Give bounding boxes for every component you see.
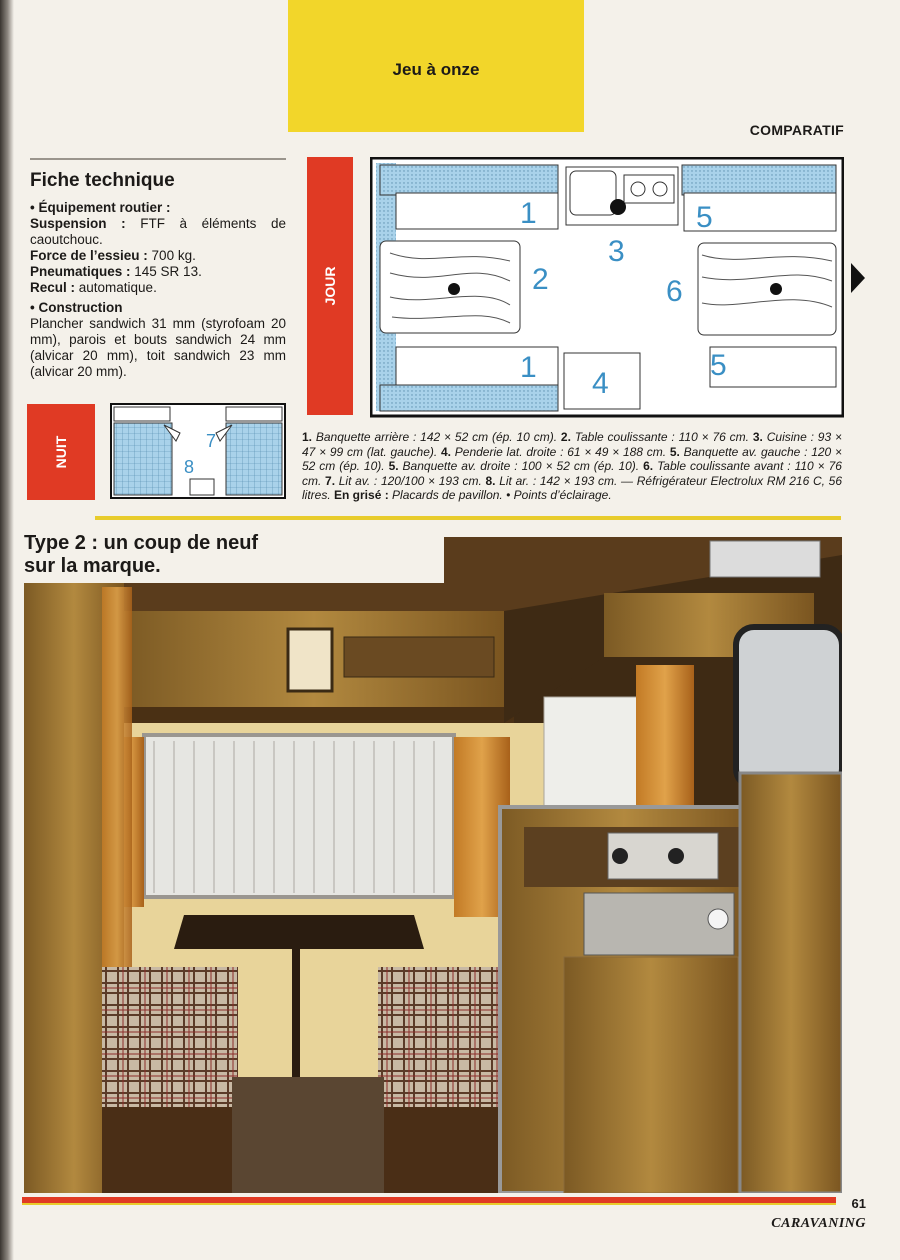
dining-table: [174, 915, 424, 949]
yellow-divider: [95, 516, 841, 520]
spec-pneus: [30, 264, 286, 280]
table-leg: [770, 283, 782, 295]
plan-number: 1: [520, 351, 537, 384]
spec-suspension: [30, 216, 286, 248]
night-floor-plan: [110, 403, 286, 499]
equipement-heading: • Équipement routier :: [30, 200, 171, 215]
kitchen-sink: [570, 171, 616, 215]
overhead-cupboard: [380, 165, 558, 195]
legend-text: Placards de pavillon. • Points d’éclairage.: [388, 488, 612, 503]
fiche-technique: [30, 158, 286, 380]
construction-heading: • Construction: [30, 300, 123, 315]
plan-number: 6: [666, 275, 683, 308]
overhead-cupboard: [682, 165, 836, 195]
day-tab: [307, 157, 353, 415]
legend-number: 1.: [302, 430, 313, 444]
overhead-cupboard: [114, 407, 170, 421]
door-window: [736, 627, 842, 787]
spec-value: FTF à éléments de caoutchouc.: [30, 216, 287, 247]
legend-number: 5.: [669, 444, 680, 459]
legend-number: 4.: [440, 444, 451, 459]
spec-recul: [30, 280, 286, 296]
legend-number: 2.: [560, 430, 571, 444]
wardrobe-door: [740, 773, 842, 1193]
plan-number: 3: [608, 235, 625, 268]
night-tab-label: NUIT: [53, 435, 69, 469]
section-title-block: [288, 0, 584, 132]
spec-value: 145 SR 13.: [130, 264, 202, 279]
interior-photo: [24, 537, 842, 1193]
knob-icon: [612, 848, 628, 864]
spec-label: Recul :: [30, 280, 76, 295]
legend-text: Lit ar. : 142 × 193 cm. — Réfrigérateur Electrolux RM 216 C, 56 litres.: [302, 473, 842, 503]
plan-legend: [302, 430, 842, 503]
night-tab: [27, 404, 95, 500]
legend-text: Table coulissante avant : 110 × 76 cm.: [302, 459, 842, 488]
plan-number: 4: [592, 367, 609, 400]
fiche-rule: [30, 158, 286, 160]
side-window: [544, 697, 644, 817]
legend-text: Table coulissante : 110 × 76 cm.: [570, 430, 753, 444]
legend-text: Banquette arrière : 142 × 52 cm (ép. 10 cm).: [312, 430, 561, 444]
table-front: [698, 243, 836, 335]
plan-number: 7: [206, 431, 217, 451]
section-title: Jeu à onze: [392, 60, 480, 79]
spec-value: 700 kg.: [147, 248, 196, 263]
rear-window: [144, 735, 454, 897]
day-tab-label: JOUR: [322, 266, 338, 306]
page-spine-shadow: [0, 0, 14, 1260]
plan-number: 1: [520, 197, 537, 230]
fridge-door: [564, 957, 738, 1193]
legend-number: 5.: [388, 459, 399, 474]
category-label: COMPARATIF: [749, 122, 844, 138]
legend-text: Penderie lat. droite : 61 × 49 × 188 cm.: [451, 444, 670, 459]
legend-number: 3.: [752, 430, 763, 444]
magazine-name: CARAVANING: [771, 1216, 866, 1231]
knob-icon: [668, 848, 684, 864]
headline-line: sur la marque.: [24, 555, 161, 577]
plan-number: 5: [696, 201, 713, 234]
plan-number: 2: [532, 263, 549, 296]
legend-number: 7.: [325, 473, 336, 488]
table-leg: [448, 283, 460, 295]
spec-value: automatique.: [75, 280, 157, 295]
spec-essieu: [30, 248, 286, 264]
overhead-cupboard: [226, 407, 282, 421]
page-number: 61: [851, 1196, 866, 1211]
bench-front-right: [710, 347, 836, 387]
ceiling-light: [710, 541, 820, 577]
legend-text: Lit av. : 120/100 × 193 cm.: [335, 473, 486, 488]
bench-cushion-left: [102, 967, 238, 1107]
next-arrow-icon: [851, 263, 865, 293]
plan-number: 5: [710, 349, 727, 382]
legend-text: Banquette av. droite : 100 × 52 cm (ép. 10).: [398, 459, 644, 474]
spec-label: Pneumatiques :: [30, 264, 131, 279]
day-floor-plan: [370, 157, 844, 419]
legend-number: 8.: [485, 473, 496, 488]
legend-text: Banquette av. gauche : 120 × 52 cm (ép. 10).: [302, 444, 842, 474]
fiche-title: Fiche technique: [30, 170, 175, 191]
footer-yellow-rule: [22, 1203, 836, 1205]
plan-number: 8: [184, 457, 195, 477]
legend-text: Cuisine : 93 × 47 × 99 cm (lat. gauche).: [302, 430, 843, 459]
spec-label: Force de l’essieu :: [30, 248, 148, 263]
spec-label: Suspension :: [30, 216, 126, 231]
overhead-cupboard: [380, 385, 558, 411]
wall-lamp: [288, 629, 332, 691]
legend-number: 6.: [643, 459, 654, 474]
bed-front: [226, 423, 282, 495]
legend-label: En grisé :: [334, 488, 389, 503]
headline-line: Type 2 : un coup de neuf: [24, 532, 259, 554]
article-headline: [24, 532, 258, 578]
knob-icon: [708, 909, 728, 929]
wardrobe: [190, 479, 214, 495]
bench-cushion-right: [378, 967, 500, 1107]
bed-rear: [114, 423, 172, 495]
construction-text: Plancher sandwich 31 mm (styrofoam 20 mm), parois et bouts sandwich 24 mm (alvicar 20 mm), toit sandwich 23 mm (alvicar 20 mm).: [30, 316, 286, 379]
lighting-point: [610, 199, 626, 215]
